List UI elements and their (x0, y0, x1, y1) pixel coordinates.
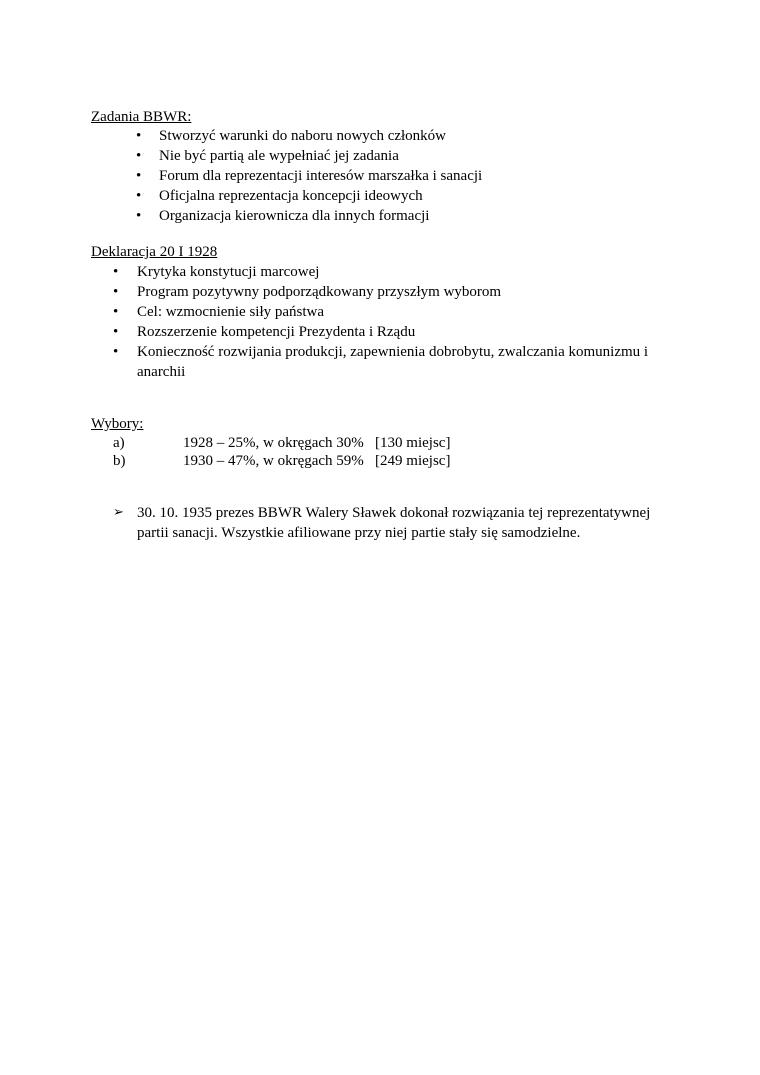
note-paragraph: 30. 10. 1935 prezes BBWR Walery Sławek dokonał rozwiązania tej reprezentatywnej partii sanacji. Wszystkie afiliowane przy niej partie stały się samodzielne. (137, 505, 651, 541)
section-heading-zadania: Zadania BBWR: (91, 109, 192, 125)
bullet-icon: • (136, 148, 142, 164)
section-heading-deklaracja: Deklaracja 20 I 1928 (91, 244, 218, 260)
list-item: Rozszerzenie kompetencji Prezydenta i Rządu (137, 324, 416, 340)
list-item: 1928 – 25%, w okręgach 30% [130 miejsc] (183, 435, 451, 451)
list-item: Krytyka konstytucji marcowej (137, 264, 320, 280)
bullet-icon: • (113, 264, 119, 280)
list-item: Program pozytywny podporządkowany przyszłym wyborom (137, 284, 502, 300)
bullet-icon: • (113, 324, 119, 340)
list-item: Organizacja kierownicza dla innych formacji (159, 208, 430, 224)
bullet-icon: • (113, 304, 119, 320)
bullet-icon: • (136, 188, 142, 204)
list-marker: b) (113, 453, 126, 469)
bullet-icon: • (113, 344, 119, 360)
bullet-icon: • (113, 284, 119, 300)
list-item: Cel: wzmocnienie siły państwa (137, 304, 325, 320)
list-item: Forum dla reprezentacji interesów marszałka i sanacji (159, 168, 483, 184)
list-item: Nie być partią ale wypełniać jej zadania (159, 148, 399, 164)
arrowhead-bullet-icon: ➢ (113, 505, 124, 520)
list-item: 1930 – 47%, w okręgach 59% [249 miejsc] (183, 453, 451, 469)
list-item: Stworzyć warunki do naboru nowych członków (159, 128, 447, 144)
bullet-icon: • (136, 168, 142, 184)
list-item: Konieczność rozwijania produkcji, zapewnienia dobrobytu, zwalczania komunizmu i anarchii (137, 344, 649, 380)
bullet-icon: • (136, 208, 142, 224)
list-marker: a) (113, 435, 125, 451)
bullet-icon: • (136, 128, 142, 144)
list-item: Oficjalna reprezentacja koncepcji ideowych (159, 188, 423, 204)
section-heading-wybory: Wybory: (91, 416, 144, 432)
